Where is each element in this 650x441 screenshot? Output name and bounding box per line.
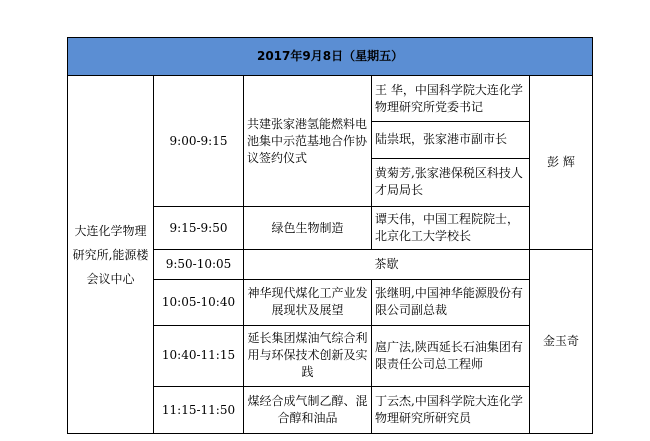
time-cell: 9:50-10:05 xyxy=(154,250,244,280)
speaker-cell: 丁云杰,中国科学院大连化学物理研究所研究员 xyxy=(372,387,530,434)
speaker-cell: 张继明,中国神华能源股份有限公司副总裁 xyxy=(372,280,530,326)
host-cell: 彭 辉 xyxy=(530,76,593,250)
time-cell: 10:05-10:40 xyxy=(154,280,244,326)
venue-cell: 大连化学物理研究所,能源楼会议中心 xyxy=(68,76,154,434)
table-row-header xyxy=(68,38,593,76)
topic-cell: 延长集团煤油气综合利用与环保技术创新及实践 xyxy=(244,325,372,387)
topic-cell: 绿色生物制造 xyxy=(244,206,372,250)
speaker-cell: 谭天伟，中国工程院院士，北京化工大学校长 xyxy=(372,206,530,250)
date-header: 2017年9月8日（星期五） xyxy=(68,38,593,76)
speaker-cell: 黄菊芳,张家港保税区科技人才局局长 xyxy=(372,159,530,207)
time-cell: 11:15-11:50 xyxy=(154,387,244,434)
time-cell: 9:15-9:50 xyxy=(154,206,244,250)
speaker-cell: 王 华，中国科学院大连化学物理研究所党委书记 xyxy=(372,76,530,122)
speaker-cell: 陆祟珉，张家港市副市长 xyxy=(372,121,530,158)
topic-cell: 共建张家港氢能燃料电池集中示范基地合作协议签约仪式 xyxy=(244,76,372,207)
host-cell: 金玉奇 xyxy=(530,250,593,434)
time-cell: 10:40-11:15 xyxy=(154,325,244,387)
table-row xyxy=(68,76,593,122)
schedule-table xyxy=(67,37,593,434)
topic-cell: 煤经合成气制乙醇、混合醇和油品 xyxy=(244,387,372,434)
topic-cell: 神华现代煤化工产业发展现状及展望 xyxy=(244,280,372,326)
time-cell: 9:00-9:15 xyxy=(154,76,244,207)
tea-break-cell: 茶歇 xyxy=(244,250,530,280)
speaker-cell: 扈广法,陕西延长石油集团有限责任公司总工程师 xyxy=(372,325,530,387)
